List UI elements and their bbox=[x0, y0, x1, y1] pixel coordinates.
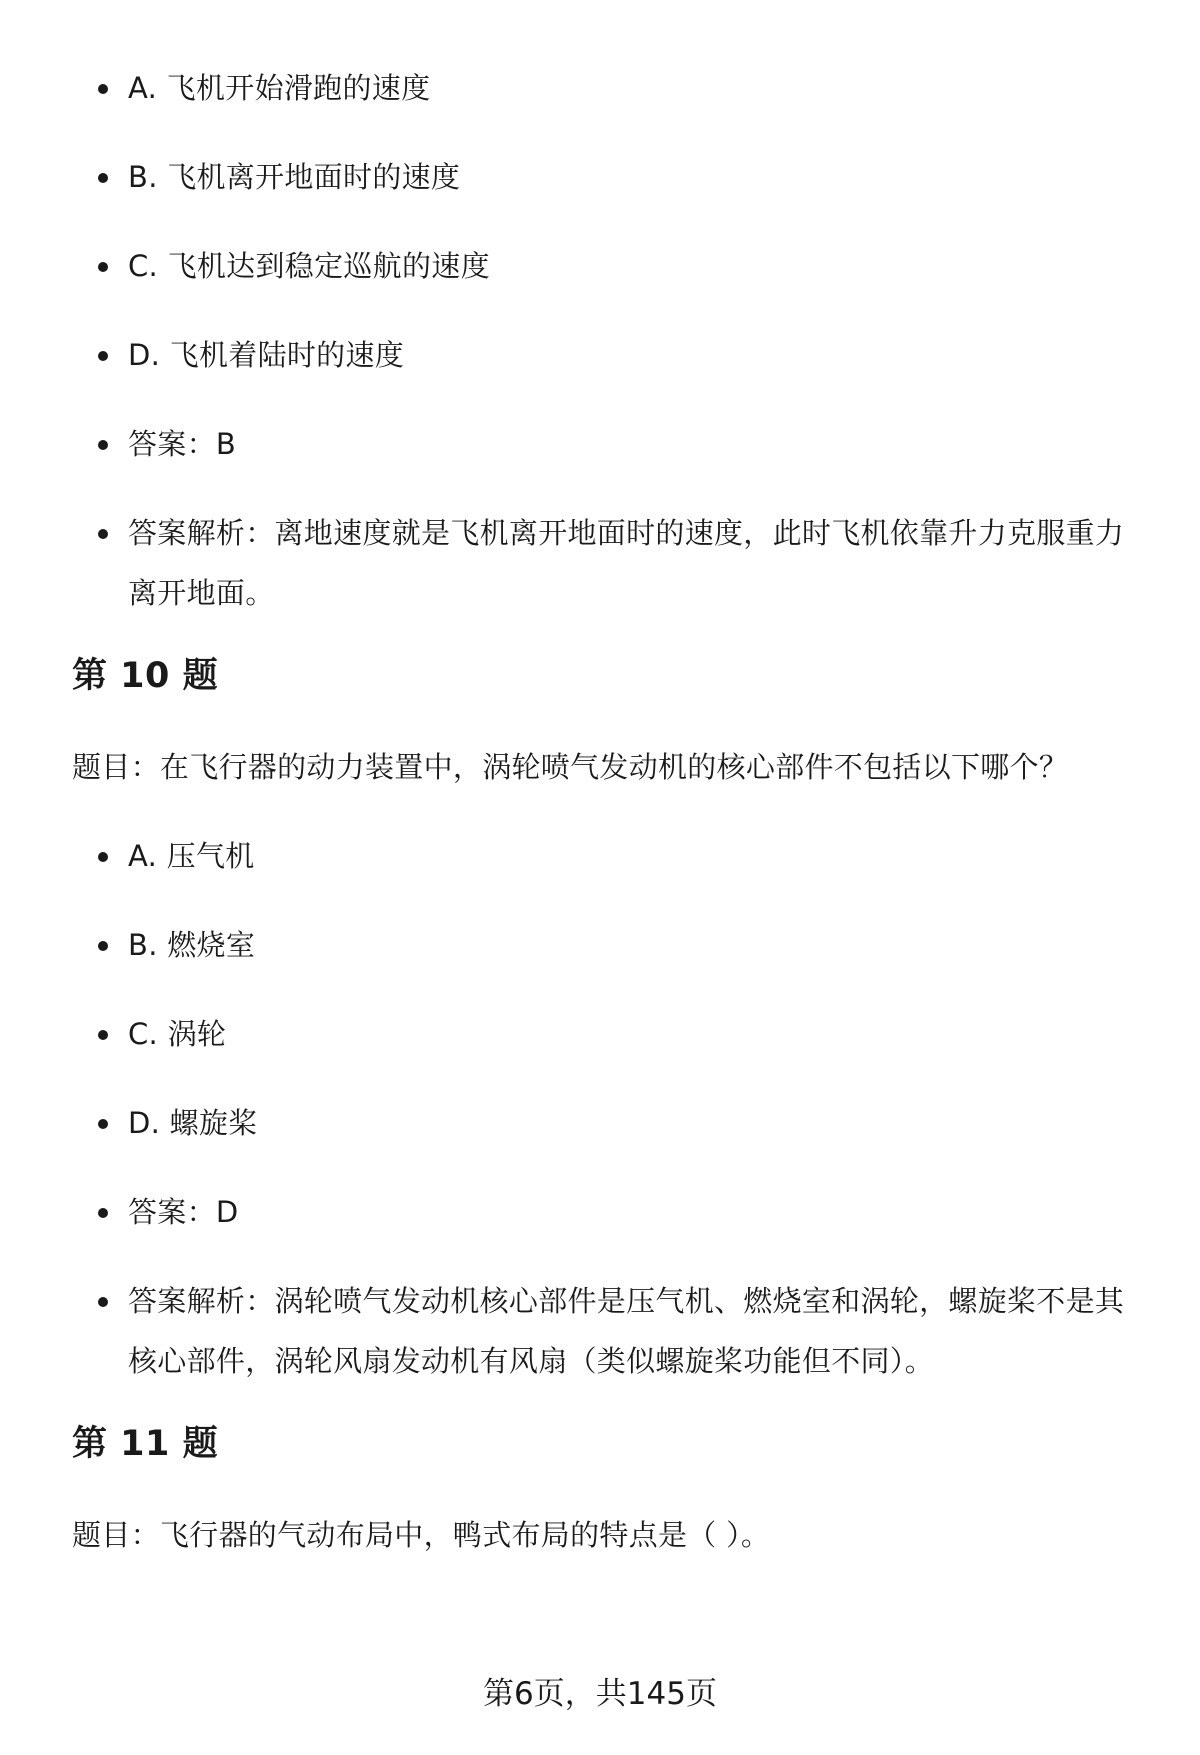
option-a: A. 压气机 bbox=[72, 826, 1152, 886]
answer-explanation: 答案解析：涡轮喷气发动机核心部件是压气机、燃烧室和涡轮，螺旋桨不是其核心部件，涡轮风扇发动机有风扇（类似螺旋桨功能但不同）。 bbox=[72, 1271, 1152, 1391]
page-indicator: 第6页，共145页 bbox=[483, 1676, 717, 1712]
option-b: B. 飞机离开地面时的速度 bbox=[72, 147, 1152, 207]
question-10-options bbox=[72, 826, 1152, 1391]
answer: 答案：B bbox=[72, 414, 1152, 474]
option-c: C. 飞机达到稳定巡航的速度 bbox=[72, 236, 1152, 296]
option-b: B. 燃烧室 bbox=[72, 915, 1152, 975]
option-d: D. 螺旋桨 bbox=[72, 1093, 1152, 1153]
question-11-heading: 第 11 题 bbox=[72, 1424, 219, 1464]
option-d: D. 飞机着陆时的速度 bbox=[72, 325, 1152, 385]
question-10-stem: 题目：在飞行器的动力装置中，涡轮喷气发动机的核心部件不包括以下哪个？ bbox=[72, 750, 1069, 784]
answer: 答案：D bbox=[72, 1182, 1152, 1242]
answer-explanation: 答案解析：离地速度就是飞机离开地面时的速度，此时飞机依靠升力克服重力离开地面。 bbox=[72, 503, 1152, 623]
question-9-options bbox=[72, 58, 1152, 623]
question-11-stem: 题目：飞行器的气动布局中，鸭式布局的特点是（ ）。 bbox=[72, 1518, 771, 1552]
question-10-heading: 第 10 题 bbox=[72, 656, 219, 696]
option-c: C. 涡轮 bbox=[72, 1004, 1152, 1064]
option-a: A. 飞机开始滑跑的速度 bbox=[72, 58, 1152, 118]
page-content bbox=[72, 58, 1152, 1594]
